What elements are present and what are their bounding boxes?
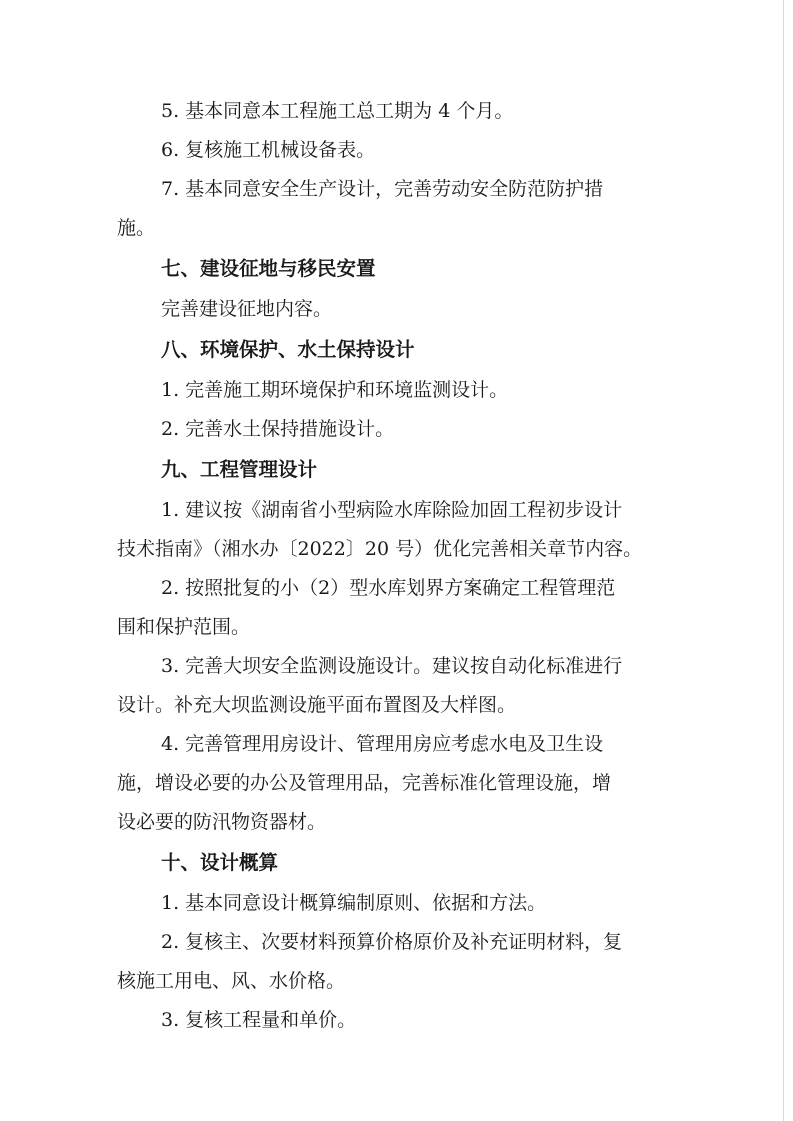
scan-edge-line [783,0,784,1121]
section-heading-9: 九、工程管理设计 [161,458,318,481]
item-6-equipment: 6. 复核施工机械设备表。 [161,139,376,161]
section-9-item-2: 2. 按照批复的小（2）型水库划界方案确定工程管理范 [161,577,616,599]
section-9-item-3-cont: 设计。补充大坝监测设施平面布置图及大样图。 [117,694,517,716]
section-9-item-1: 1. 建议按《湖南省小型病险水库除险加固工程初步设计 [161,499,623,521]
item-7-safety: 7. 基本同意安全生产设计，完善劳动安全防范防护措 [161,178,604,200]
item-7-safety-cont: 施。 [117,217,156,239]
section-8-item-2: 2. 完善水土保持措施设计。 [161,418,395,440]
section-9-item-3: 3. 完善大坝安全监测设施设计。建议按自动化标准进行 [161,655,623,677]
section-9-item-4-cont-1: 施，增设必要的办公及管理用品，完善标准化管理设施，增 [117,772,612,794]
section-9-item-2-cont: 围和保护范围。 [117,616,251,638]
section-10-item-2: 2. 复核主、次要材料预算价格原价及补充证明材料，复 [161,931,623,953]
section-heading-8: 八、环境保护、水土保持设计 [161,338,415,361]
section-7-text: 完善建设征地内容。 [161,298,333,320]
section-heading-7: 七、建设征地与移民安置 [161,257,376,280]
document-body [117,92,677,1040]
section-10-item-3: 3. 复核工程量和单价。 [161,1009,357,1031]
section-heading-10: 十、设计概算 [161,851,279,874]
section-10-item-2-cont: 核施工用电、风、水价格。 [117,970,346,992]
item-5-duration: 5. 基本同意本工程施工总工期为 4 个月。 [161,100,514,122]
section-10-item-1: 1. 基本同意设计概算编制原则、依据和方法。 [161,892,547,914]
section-9-item-4: 4. 完善管理用房设计、管理用房应考虑水电及卫生设 [161,733,604,755]
section-9-item-1-cont: 技术指南》（湘水办〔2022〕20 号）优化完善相关章节内容。 [117,538,643,560]
section-8-item-1: 1. 完善施工期环境保护和环境监测设计。 [161,379,509,401]
section-9-item-4-cont-2: 设必要的防汛物资器材。 [117,811,327,833]
